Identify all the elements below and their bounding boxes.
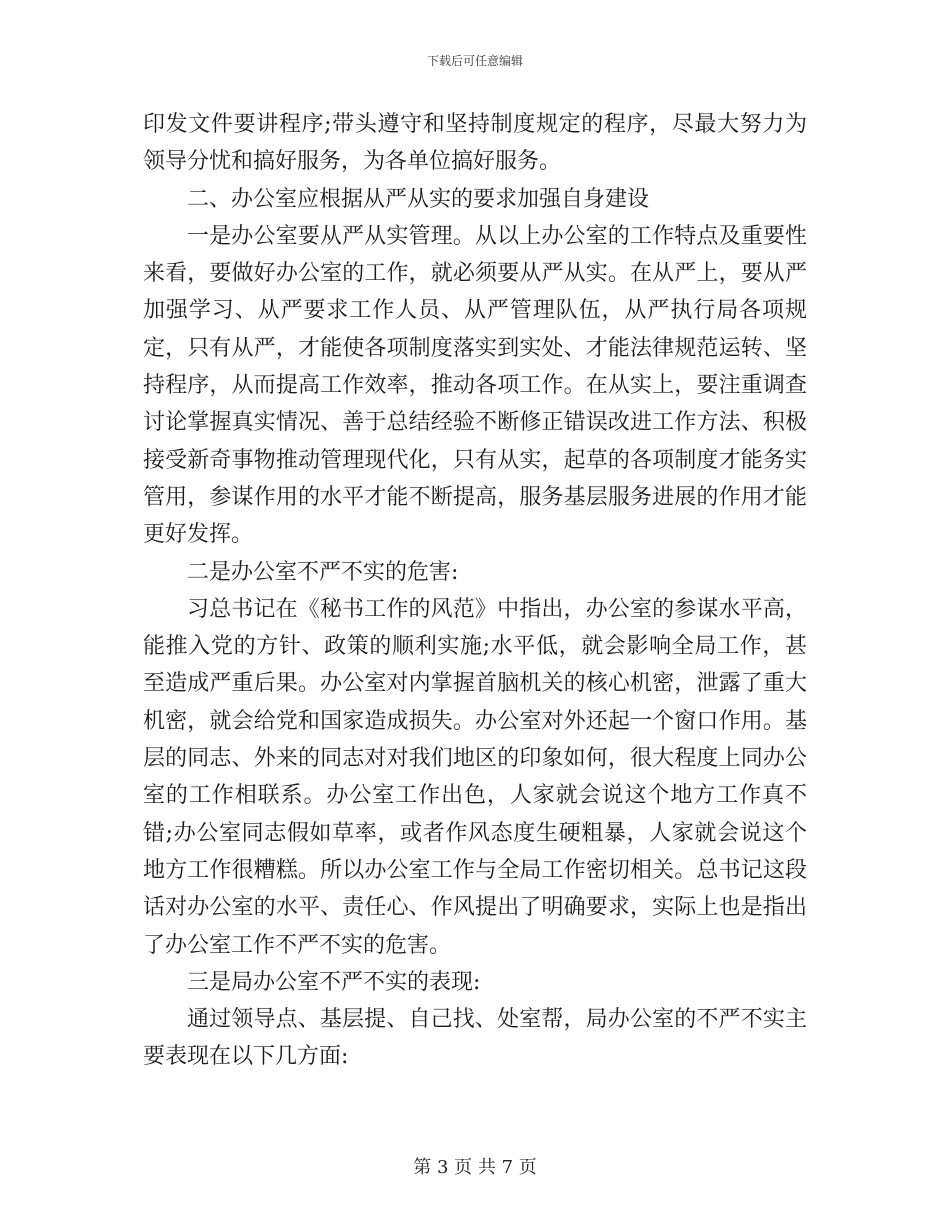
page-number: 第 3 页 共 7 页 (413, 1157, 537, 1178)
page-header-note: 下载后可任意编辑 (426, 54, 523, 68)
document-body (143, 106, 807, 1076)
paragraph-continuation: 印发文件要讲程序;带头遵守和坚持制度规定的程序，尽最大努力为领导分忧和搞好服务，为各单位搞好服务。 (143, 112, 807, 175)
paragraph: 一是办公室要从严从实管理。从以上办公室的工作特点及重要性来看，要做好办公室的工作，就必须要从严从实。在从严上，要从严加强学习、从严要求工作人员、从严管理队伍，从严执行局各项规定，只有从严，才能使各项制度落实到实处、才能法律规范运转、坚持程序，从而提高工作效率，推动各项工作。在从实上，要注重调查讨论掌握真实情况、善于总结经验不断修正错误改进工作方法、积极接受新奇事物推动管理现代化，只有从实，起草的各项制度才能务实管用，参谋作用的水平才能不断提高，服务基层服务进展的作用才能更好发挥。 (143, 223, 807, 548)
paragraph: 通过领导点、基层提、自己找、处室帮，局办公室的不严不实主要表现在以下几方面: (143, 1007, 807, 1070)
subheading: 三是局办公室不严不实的表现: (187, 969, 481, 995)
subheading: 二是办公室不严不实的危害: (187, 559, 459, 585)
paragraph: 习总书记在《秘书工作的风范》中指出，办公室的参谋水平高，能推入党的方针、政策的顺利实施;水平低，就会影响全局工作，甚至造成严重后果。办公室对内掌握首脑机关的核心机密，泄露了重大机密，就会给党和国家造成损失。办公室对外还起一个窗口作用。基层的同志、外来的同志对对我们地区的印象如何，很大程度上同办公室的工作相联系。办公室工作出色，人家就会说这个地方工作真不错;办公室同志假如草率，或者作风态度生硬粗暴，人家就会说这个地方工作很糟糕。所以办公室工作与全局工作密切相关。总书记这段话对办公室的水平、责任心、作风提出了明确要求，实际上也是指出了办公室工作不严不实的危害。 (143, 596, 807, 958)
section-heading: 二、办公室应根据从严从实的要求加强自身建设 (187, 186, 650, 212)
